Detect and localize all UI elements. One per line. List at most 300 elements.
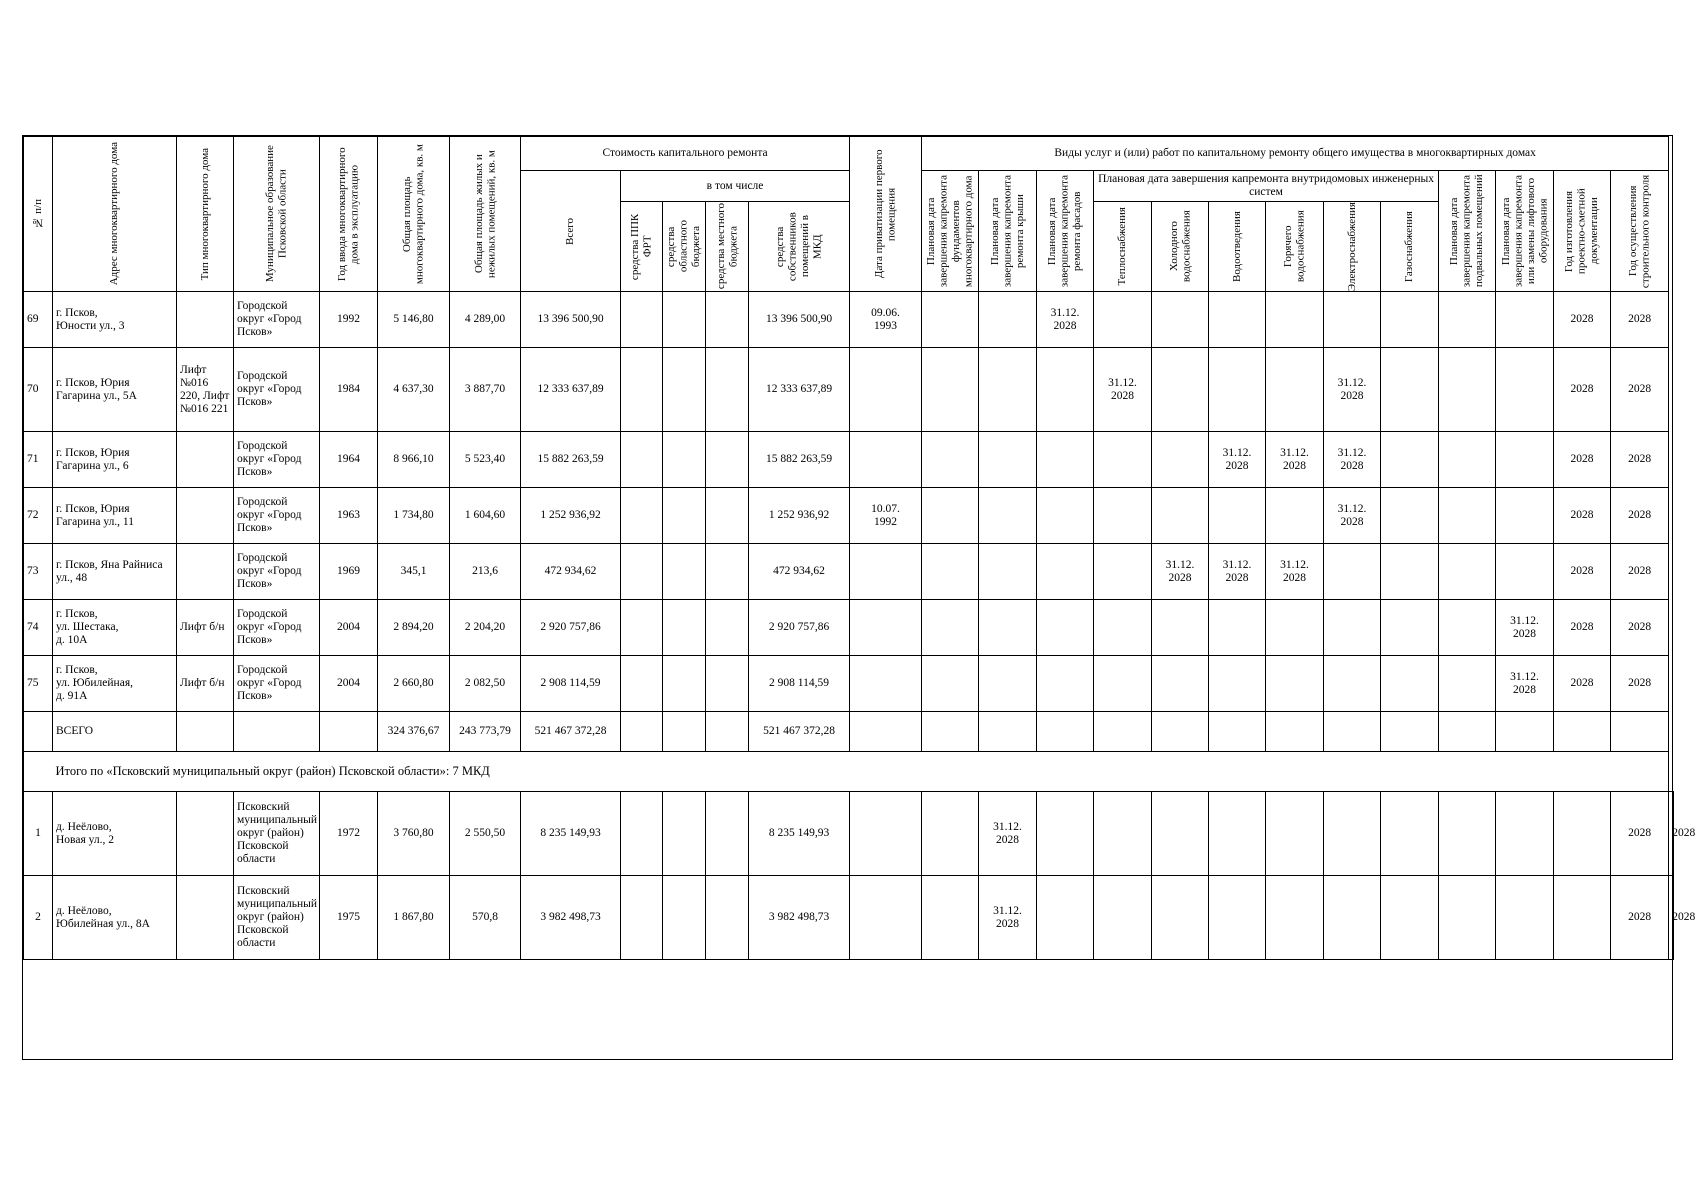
- row-fund-owners: 8 235 149,93: [749, 792, 850, 876]
- section-spacer: [24, 752, 53, 792]
- row-privatization: 10.07. 1992: [850, 488, 922, 544]
- row-area-living: 213,6: [450, 544, 521, 600]
- empty-cell: [663, 712, 706, 752]
- row-drainage: 31.12. 2028: [1209, 432, 1266, 488]
- total-label: ВСЕГО: [53, 712, 177, 752]
- empty-cell: [979, 712, 1037, 752]
- total-area-living: 243 773,79: [450, 712, 521, 752]
- empty-cell: [1152, 792, 1209, 876]
- row-area-total: 1 867,80: [378, 876, 450, 960]
- row-fund-owners: 2 920 757,86: [749, 600, 850, 656]
- section-row: [24, 752, 1674, 792]
- row-area-living: 570,8: [450, 876, 521, 960]
- empty-cell: [1381, 432, 1439, 488]
- row-design-year: 2028: [1554, 488, 1611, 544]
- empty-cell: [922, 876, 979, 960]
- row-drainage: [1209, 292, 1266, 348]
- empty-cell: [706, 432, 749, 488]
- col-header-incl: в том числе: [621, 171, 850, 202]
- row-cold-water: [1152, 432, 1209, 488]
- row-roof: [979, 488, 1037, 544]
- capital-repair-table: [23, 136, 1696, 960]
- row-address: г. Псков, Юности ул., 3: [53, 292, 177, 348]
- row-cost-total: 3 982 498,73: [521, 876, 621, 960]
- col-header-fund-owners: средства собственников помещений в МКД: [749, 202, 850, 292]
- empty-cell: [621, 792, 663, 876]
- empty-cell: [706, 488, 749, 544]
- empty-cell: [1381, 488, 1439, 544]
- row-fund-owners: 12 333 637,89: [749, 348, 850, 432]
- empty-cell: [177, 792, 234, 876]
- empty-cell: [1266, 792, 1324, 876]
- row-electric: 31.12. 2028: [1324, 488, 1381, 544]
- empty-cell: [1037, 792, 1094, 876]
- row-design-year: 2028: [1554, 292, 1611, 348]
- empty-cell: [922, 792, 979, 876]
- row-facade: [1037, 656, 1094, 712]
- row-design-year: 2028: [1554, 600, 1611, 656]
- table-row: [24, 792, 1674, 876]
- row-privatization: [850, 432, 922, 488]
- col-header-num: № п/п: [24, 137, 53, 292]
- row-lift: [1496, 544, 1554, 600]
- row-design-year: 2028: [1554, 544, 1611, 600]
- empty-cell: [706, 792, 749, 876]
- row-roof: [979, 348, 1037, 432]
- row-control-year: 2028: [1611, 600, 1669, 656]
- row-year: 2004: [320, 656, 378, 712]
- row-fund-owners: 2 908 114,59: [749, 656, 850, 712]
- row-area-total: 345,1: [378, 544, 450, 600]
- row-type: [177, 432, 234, 488]
- row-cold-water: [1152, 488, 1209, 544]
- row-privatization: [850, 656, 922, 712]
- row-municipality: Городской округ «Город Псков»: [234, 656, 320, 712]
- row-privatization: [850, 600, 922, 656]
- row-facade: [1037, 432, 1094, 488]
- empty-cell: [706, 712, 749, 752]
- row-design-year: 2028: [1554, 432, 1611, 488]
- row-area-living: 3 887,70: [450, 348, 521, 432]
- col-header-systems-group: Плановая дата завершения капремонта внутридомовых инженерных систем: [1094, 171, 1439, 202]
- col-header-drainage: Водоотведения: [1209, 202, 1266, 292]
- row-control-year: 2028: [1669, 792, 1674, 876]
- row-design-year: 2028: [1554, 656, 1611, 712]
- col-header-hot-water: Горячего водоснабжения: [1266, 202, 1324, 292]
- row-heat: [1094, 292, 1152, 348]
- empty-cell: [663, 656, 706, 712]
- empty-cell: [177, 876, 234, 960]
- row-cost-total: 8 235 149,93: [521, 792, 621, 876]
- row-area-total: 8 966,10: [378, 432, 450, 488]
- total-area-total: 324 376,67: [378, 712, 450, 752]
- table-row: [24, 656, 1674, 712]
- col-header-foundation: Плановая дата завершения капремонта фундаментов многоквартирного дома: [922, 171, 979, 292]
- row-cost-total: 1 252 936,92: [521, 488, 621, 544]
- row-address: г. Псков, ул. Шестака, д. 10А: [53, 600, 177, 656]
- empty-cell: [1439, 712, 1496, 752]
- row-cost-total: 2 908 114,59: [521, 656, 621, 712]
- row-lift: [1496, 488, 1554, 544]
- empty-cell: [1324, 712, 1381, 752]
- row-year: 2004: [320, 600, 378, 656]
- empty-cell: [1266, 876, 1324, 960]
- row-number: 71: [24, 432, 53, 488]
- row-control-year: 2028: [1611, 432, 1669, 488]
- empty-cell: [1037, 712, 1094, 752]
- empty-cell: [922, 544, 979, 600]
- row-year: 1975: [320, 876, 378, 960]
- empty-cell: [621, 432, 663, 488]
- empty-cell: [663, 488, 706, 544]
- row-electric: [1324, 600, 1381, 656]
- row-address: г. Псков, Яна Райниса ул., 48: [53, 544, 177, 600]
- col-header-cost-group: Стоимость капитального ремонта: [521, 137, 850, 171]
- empty-cell: [706, 656, 749, 712]
- row-cold-water: [1152, 348, 1209, 432]
- empty-cell: [1209, 876, 1266, 960]
- empty-cell: [1381, 876, 1439, 960]
- col-header-facade: Плановая дата завершения капремонта ремонта фасадов: [1037, 171, 1094, 292]
- row-hot-water: 31.12. 2028: [1266, 544, 1324, 600]
- empty-cell: [1324, 792, 1381, 876]
- total-row: [24, 712, 1674, 752]
- row-facade: [1037, 600, 1094, 656]
- empty-cell: [922, 488, 979, 544]
- row-type: [177, 488, 234, 544]
- row-privatization: [850, 348, 922, 432]
- row-address: д. Неёлово, Новая ул., 2: [53, 792, 177, 876]
- empty-cell: [922, 656, 979, 712]
- empty-cell: [621, 712, 663, 752]
- row-area-total: 5 146,80: [378, 292, 450, 348]
- empty-cell: [1381, 348, 1439, 432]
- empty-cell: [1037, 876, 1094, 960]
- table-row: [24, 292, 1674, 348]
- row-lift: 31.12. 2028: [1496, 656, 1554, 712]
- row-number: 74: [24, 600, 53, 656]
- row-heat: 31.12. 2028: [1094, 348, 1152, 432]
- row-area-living: 1 604,60: [450, 488, 521, 544]
- row-lift: 31.12. 2028: [1496, 600, 1554, 656]
- row-fund-owners: 3 982 498,73: [749, 876, 850, 960]
- row-area-total: 1 734,80: [378, 488, 450, 544]
- row-year: 1972: [320, 792, 378, 876]
- row-address: д. Неёлово, Юбилейная ул., 8А: [53, 876, 177, 960]
- empty-cell: [1266, 712, 1324, 752]
- row-roof: [979, 544, 1037, 600]
- empty-cell: [320, 712, 378, 752]
- empty-cell: [1094, 792, 1152, 876]
- empty-cell: [1439, 432, 1496, 488]
- col-header-electric: Электроснабжения: [1324, 202, 1381, 292]
- row-heat: [1094, 600, 1152, 656]
- row-municipality: Псковский муниципальный округ (район) Псковской области: [234, 792, 320, 876]
- empty-cell: [663, 876, 706, 960]
- row-hot-water: 31.12. 2028: [1266, 432, 1324, 488]
- empty-cell: [922, 292, 979, 348]
- row-roof: 31.12. 2028: [979, 792, 1037, 876]
- empty-cell: [706, 292, 749, 348]
- empty-cell: [621, 348, 663, 432]
- col-header-area-total: Общая площадь многоквартирного дома, кв. м: [378, 137, 450, 292]
- row-heat: [1094, 488, 1152, 544]
- row-drainage: [1209, 600, 1266, 656]
- empty-cell: [1381, 712, 1439, 752]
- empty-cell: [922, 348, 979, 432]
- empty-cell: [922, 432, 979, 488]
- empty-cell: [706, 348, 749, 432]
- row-type: Лифт б/н: [177, 600, 234, 656]
- row-roof: [979, 292, 1037, 348]
- row-heat: [1094, 656, 1152, 712]
- row-municipality: Городской округ «Город Псков»: [234, 292, 320, 348]
- col-header-lift: Плановая дата завершения капремонта или замены лифтового оборудования: [1496, 171, 1554, 292]
- col-header-privatization: Дата приватизации первого помещения: [850, 137, 922, 292]
- empty-cell: [706, 876, 749, 960]
- total-fund-owners: 521 467 372,28: [749, 712, 850, 752]
- empty-cell: [663, 432, 706, 488]
- empty-cell: [621, 876, 663, 960]
- row-area-living: 2 550,50: [450, 792, 521, 876]
- row-area-living: 4 289,00: [450, 292, 521, 348]
- row-drainage: 31.12. 2028: [1209, 544, 1266, 600]
- col-header-works-group: Виды услуг и (или) работ по капитальному ремонту общего имущества в многоквартирных домах: [922, 137, 1669, 171]
- row-drainage: [1209, 488, 1266, 544]
- empty-cell: [1496, 792, 1554, 876]
- empty-cell: [621, 544, 663, 600]
- row-cost-total: 12 333 637,89: [521, 348, 621, 432]
- row-electric: [1324, 292, 1381, 348]
- col-header-gas: Газоснабжения: [1381, 202, 1439, 292]
- empty-cell: [1381, 292, 1439, 348]
- row-facade: 31.12. 2028: [1037, 292, 1094, 348]
- empty-cell: [1152, 876, 1209, 960]
- empty-cell: [706, 600, 749, 656]
- row-control-year: 2028: [1611, 656, 1669, 712]
- row-lift: [1496, 292, 1554, 348]
- row-type: [177, 544, 234, 600]
- row-address: г. Псков, Юрия Гагарина ул., 11: [53, 488, 177, 544]
- row-hot-water: [1266, 348, 1324, 432]
- row-control-year: 2028: [1611, 348, 1669, 432]
- row-cold-water: 31.12. 2028: [1152, 544, 1209, 600]
- row-type: Лифт №016 220, Лифт №016 221: [177, 348, 234, 432]
- empty-cell: [1209, 712, 1266, 752]
- empty-cell: [1496, 876, 1554, 960]
- empty-cell: [1439, 348, 1496, 432]
- row-cost-total: 472 934,62: [521, 544, 621, 600]
- col-header-fund-local: средства местного бюджета: [706, 202, 749, 292]
- col-header-cost-total: Всего: [521, 171, 621, 292]
- row-roof: [979, 600, 1037, 656]
- empty-cell: [1496, 712, 1554, 752]
- row-cold-water: [1152, 292, 1209, 348]
- row-fund-owners: 15 882 263,59: [749, 432, 850, 488]
- row-hot-water: [1266, 488, 1324, 544]
- table-row: [24, 432, 1674, 488]
- row-municipality: Городской округ «Город Псков»: [234, 488, 320, 544]
- section-title: Итого по «Псковский муниципальный округ (район) Псковской области»: 7 МКД: [53, 752, 1669, 792]
- row-area-total: 2 894,20: [378, 600, 450, 656]
- row-privatization: 09.06. 1993: [850, 292, 922, 348]
- row-area-living: 5 523,40: [450, 432, 521, 488]
- row-lift: [1496, 432, 1554, 488]
- row-area-total: 4 637,30: [378, 348, 450, 432]
- row-year: 1992: [320, 292, 378, 348]
- row-fund-owners: 472 934,62: [749, 544, 850, 600]
- row-cost-total: 15 882 263,59: [521, 432, 621, 488]
- row-type: [177, 292, 234, 348]
- row-control-year: 2028: [1669, 876, 1674, 960]
- empty-cell: [621, 656, 663, 712]
- row-year: 1969: [320, 544, 378, 600]
- row-facade: [1037, 544, 1094, 600]
- row-hot-water: [1266, 292, 1324, 348]
- col-header-roof: Плановая дата завершения капремонта ремонта крыши: [979, 171, 1037, 292]
- empty-cell: [1439, 544, 1496, 600]
- col-header-basement: Плановая дата завершения капремонта подвальных помещений: [1439, 171, 1496, 292]
- row-roof: [979, 432, 1037, 488]
- empty-cell: [177, 712, 234, 752]
- empty-cell: [1381, 656, 1439, 712]
- row-control-year: 2028: [1611, 488, 1669, 544]
- empty-cell: [621, 292, 663, 348]
- total-cost: 521 467 372,28: [521, 712, 621, 752]
- col-header-area-living: Общая площадь жилых и нежилых помещений, кв. м: [450, 137, 521, 292]
- row-address: г. Псков, Юрия Гагарина ул., 6: [53, 432, 177, 488]
- empty-cell: [663, 348, 706, 432]
- row-municipality: Городской округ «Город Псков»: [234, 600, 320, 656]
- col-header-control-year: Год осуществления строительного контроля: [1611, 171, 1669, 292]
- empty-cell: [850, 792, 922, 876]
- row-design-year: 2028: [1611, 792, 1669, 876]
- row-cold-water: [1152, 600, 1209, 656]
- row-cost-total: 13 396 500,90: [521, 292, 621, 348]
- empty-cell: [1324, 876, 1381, 960]
- empty-cell: [850, 712, 922, 752]
- empty-cell: [663, 292, 706, 348]
- col-header-fund-region: средства областного бюджета: [663, 202, 706, 292]
- row-municipality: Городской округ «Город Псков»: [234, 432, 320, 488]
- empty-cell: [706, 544, 749, 600]
- row-fund-owners: 13 396 500,90: [749, 292, 850, 348]
- col-header-design-year: Год изготовления проектно-сметной документации: [1554, 171, 1611, 292]
- col-header-municipality: Муниципальное образование Псковской области: [234, 137, 320, 292]
- row-electric: [1324, 544, 1381, 600]
- row-year: 1964: [320, 432, 378, 488]
- empty-cell: [922, 600, 979, 656]
- empty-cell: [621, 600, 663, 656]
- row-lift: [1496, 348, 1554, 432]
- col-header-heat: Теплоснабжения: [1094, 202, 1152, 292]
- row-year: 1963: [320, 488, 378, 544]
- row-area-total: 3 760,80: [378, 792, 450, 876]
- empty-cell: [663, 792, 706, 876]
- row-area-total: 2 660,80: [378, 656, 450, 712]
- empty-cell: [1554, 792, 1611, 876]
- row-municipality: Псковский муниципальный округ (район) Псковской области: [234, 876, 320, 960]
- row-control-year: 2028: [1611, 292, 1669, 348]
- empty-cell: [621, 488, 663, 544]
- col-header-address: Адрес многоквартирного дома: [53, 137, 177, 292]
- row-heat: [1094, 544, 1152, 600]
- row-drainage: [1209, 656, 1266, 712]
- empty-cell: [1439, 600, 1496, 656]
- row-number: 2: [24, 876, 53, 960]
- empty-cell: [663, 600, 706, 656]
- empty-cell: [1554, 876, 1611, 960]
- empty-cell: [1439, 292, 1496, 348]
- empty-cell: [1611, 712, 1669, 752]
- row-municipality: Городской округ «Город Псков»: [234, 544, 320, 600]
- col-header-year: Год ввода многоквартирного дома в эксплуатацию: [320, 137, 378, 292]
- row-cold-water: [1152, 656, 1209, 712]
- row-number: 72: [24, 488, 53, 544]
- table-row: [24, 348, 1674, 432]
- row-number: 70: [24, 348, 53, 432]
- empty-cell: [1152, 712, 1209, 752]
- empty-cell: [850, 876, 922, 960]
- table-row: [24, 544, 1674, 600]
- table-row: [24, 600, 1674, 656]
- row-design-year: 2028: [1611, 876, 1669, 960]
- empty-cell: [1094, 876, 1152, 960]
- row-facade: [1037, 348, 1094, 432]
- empty-cell: [922, 712, 979, 752]
- row-roof: 31.12. 2028: [979, 876, 1037, 960]
- row-address: г. Псков, Юрия Гагарина ул., 5А: [53, 348, 177, 432]
- row-year: 1984: [320, 348, 378, 432]
- row-hot-water: [1266, 600, 1324, 656]
- col-header-cold-water: Холодного водоснабжения: [1152, 202, 1209, 292]
- row-area-living: 2 082,50: [450, 656, 521, 712]
- row-hot-water: [1266, 656, 1324, 712]
- empty-cell: [1439, 876, 1496, 960]
- row-facade: [1037, 488, 1094, 544]
- col-header-fund-ppk: средства ППК ФРТ: [621, 202, 663, 292]
- empty-cell: [1439, 488, 1496, 544]
- row-cost-total: 2 920 757,86: [521, 600, 621, 656]
- row-type: Лифт б/н: [177, 656, 234, 712]
- row-municipality: Городской округ «Город Псков»: [234, 348, 320, 432]
- empty-cell: [1439, 792, 1496, 876]
- empty-cell: [1439, 656, 1496, 712]
- empty-cell: [1381, 792, 1439, 876]
- row-number: 75: [24, 656, 53, 712]
- row-design-year: 2028: [1554, 348, 1611, 432]
- row-fund-owners: 1 252 936,92: [749, 488, 850, 544]
- table-row: [24, 876, 1674, 960]
- empty-cell: [1209, 792, 1266, 876]
- row-electric: [1324, 656, 1381, 712]
- empty-cell: [1381, 600, 1439, 656]
- row-number: 73: [24, 544, 53, 600]
- row-electric: 31.12. 2028: [1324, 348, 1381, 432]
- row-area-living: 2 204,20: [450, 600, 521, 656]
- row-number: 1: [24, 792, 53, 876]
- empty-cell: [663, 544, 706, 600]
- empty-cell: [24, 712, 53, 752]
- empty-cell: [1381, 544, 1439, 600]
- table-row: [24, 488, 1674, 544]
- row-drainage: [1209, 348, 1266, 432]
- row-electric: 31.12. 2028: [1324, 432, 1381, 488]
- empty-cell: [1094, 712, 1152, 752]
- row-address: г. Псков, ул. Юбилейная, д. 91А: [53, 656, 177, 712]
- empty-cell: [1554, 712, 1611, 752]
- empty-cell: [234, 712, 320, 752]
